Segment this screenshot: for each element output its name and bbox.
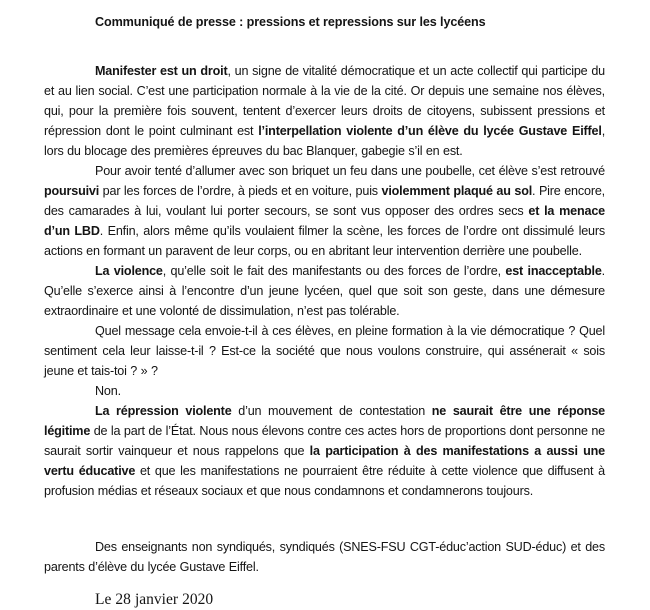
text-run: , qu’elle soit le fait des manifestants ou des forces de l’ordre, xyxy=(162,264,506,278)
paragraph-poursuite xyxy=(44,161,605,261)
text-run: . Pire encore, des camarades à lui, voulant lui porter secours, se sont vus opposer des ordres secs xyxy=(44,184,605,218)
date-line xyxy=(95,590,605,610)
text-run: , lors du blocage des premières épreuves du bac Blanquer, gabegie s’il en est. xyxy=(44,124,606,158)
bold-text-run: Manifester est un droit xyxy=(95,64,228,78)
paragraph-non xyxy=(44,381,605,401)
bold-text-run: est inacceptable xyxy=(505,264,602,278)
text-run: Des enseignants non syndiqués, syndiqués (SNES-FSU CGT-éduc’action SUD-éduc) et des parents d’élève du lycée Gustave Eiffel. xyxy=(44,540,605,574)
text-run: Non. xyxy=(95,384,121,398)
text-run: d’un mouvement de contestation xyxy=(231,404,432,418)
text-run: de la part de l’État. Nous nous élevons contre ces actes hors de proportions dont personne ne saurait sortir vainqueur et nous rappelons que xyxy=(44,424,605,458)
text-run: Quel message cela envoie-t-il à ces élèves, en pleine formation à la vie démocratique ? Quel sentiment cela leur laisse-t-il ? Est-ce la société que nous voulons construire, qui assénerait « sois jeune et tais-toi ? » ? xyxy=(44,324,605,378)
document-title: Communiqué de presse : pressions et repressions sur les lycéens xyxy=(95,15,486,29)
text-run: Le 28 janvier 2020 xyxy=(95,591,214,608)
text-run: , un signe de vitalité démocratique et un acte collectif qui participe du et au lien social. C’est une participation normale à la vie de la cité. Or depuis une semaine nos élèves, qui, pour la première fois souvent, tentent d’exercer leurs droits de citoyens, subissent pressions et répression dont le point culminant est xyxy=(44,64,605,138)
document-body xyxy=(44,61,605,610)
bold-text-run: et la menace d’un LBD xyxy=(44,204,605,238)
bold-text-run: La violence xyxy=(95,264,163,278)
paragraph-manifester xyxy=(44,61,605,161)
bold-text-run: l’interpellation violente d’un élève du lycée Gustave Eiffel xyxy=(258,124,602,138)
paragraph-violence xyxy=(44,261,605,321)
bold-text-run: poursuivi xyxy=(44,184,100,198)
text-run: et que les manifestations ne pourraient être réduite à cette violence que diffusent à profusion médias et réseaux sociaux et que nous condamnons et condamnerons toujours. xyxy=(44,464,605,498)
paragraph-repression xyxy=(44,401,605,501)
paragraph-message xyxy=(44,321,605,381)
text-run: . Enfin, alors même qu’ils voulaient filmer la scène, les forces de l’ordre ont dissimulé leurs actions en formant un paravent de leur corps, ou en abritant leur intervention derrière une poubelle. xyxy=(44,224,605,258)
bold-text-run: La répression violente xyxy=(95,404,232,418)
text-run: Pour avoir tenté d’allumer avec son briquet un feu dans une poubelle, cet élève s’est retrouvé xyxy=(95,164,605,178)
signature-paragraph xyxy=(44,537,605,577)
text-run: . Qu’elle s’exerce ainsi à l’encontre d’un jeune lycéen, quel que soit son geste, dans une démesure extraordinaire et une volonté de dissimulation, n’est pas tolérable. xyxy=(44,264,605,318)
bold-text-run: ne saurait être une réponse légitime xyxy=(44,404,606,438)
bold-text-run: la participation à des manifestations a aussi une vertu éducative xyxy=(44,444,605,478)
text-run: par les forces de l’ordre, à pieds et en voiture, puis xyxy=(99,184,382,198)
bold-text-run: violemment plaqué au sol xyxy=(381,184,533,198)
